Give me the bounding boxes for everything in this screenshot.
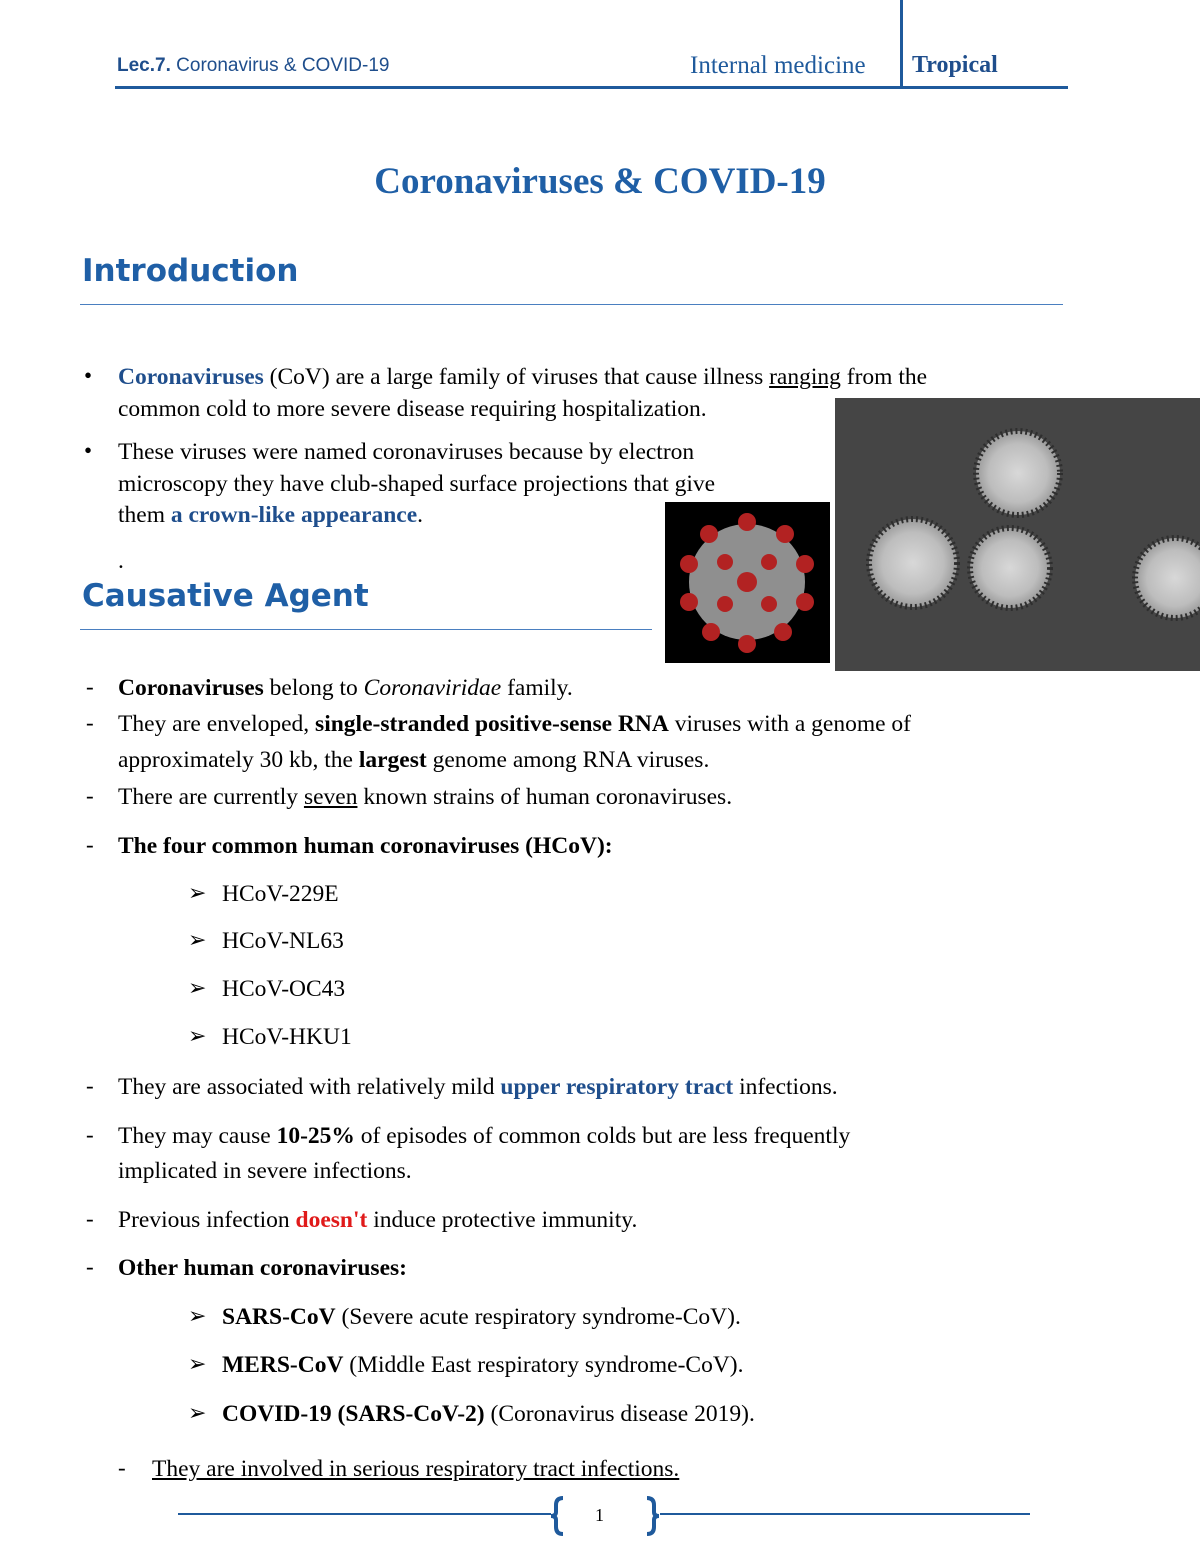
- causative-line-1: Coronaviruses belong to Coronaviridae family.: [118, 675, 573, 701]
- header-section: Tropical: [912, 52, 998, 78]
- bullet: •: [84, 438, 93, 463]
- causative-line-9: They are involved in serious respiratory tract infections.: [152, 1456, 680, 1482]
- dash: -: [86, 783, 94, 808]
- stray-dot: .: [118, 548, 124, 574]
- introduction-rule: [80, 304, 1063, 305]
- page-number: 1: [595, 1505, 604, 1525]
- arrow-bullet-icon: ➢: [188, 1400, 207, 1425]
- dash: -: [86, 1073, 94, 1098]
- footer-rule-right: [660, 1513, 1030, 1515]
- page-title: Coronaviruses & COVID-19: [374, 161, 826, 202]
- dash: -: [86, 674, 94, 699]
- coronavirus-model-image: [665, 502, 830, 663]
- other-cov-item: MERS-CoV (Middle East respiratory syndrome-CoV).: [222, 1352, 744, 1378]
- causative-agent-heading: Causative Agent: [82, 578, 369, 614]
- causative-line-3: There are currently seven known strains of human coronaviruses.: [118, 784, 733, 810]
- intro-bullet-1: Coronaviruses (CoV) are a large family of viruses that cause illness ranging from the: [118, 364, 928, 390]
- causative-line-6: They may cause 10-25% of episodes of common colds but are less frequently: [118, 1123, 851, 1149]
- dash: -: [86, 1122, 94, 1147]
- hcov-item: HCoV-NL63: [222, 928, 344, 954]
- arrow-bullet-icon: ➢: [188, 1023, 207, 1048]
- dash: -: [86, 1254, 94, 1279]
- footer-rule-left: [178, 1513, 551, 1515]
- intro-bullet-2-line2: microscopy they have club-shaped surface projections that give: [118, 471, 716, 497]
- intro-bullet-2-line1: These viruses were named coronaviruses because by electron: [118, 439, 695, 465]
- causative-line-6b: implicated in severe infections.: [118, 1158, 412, 1184]
- introduction-heading: Introduction: [82, 253, 299, 289]
- arrow-bullet-icon: ➢: [188, 975, 207, 1000]
- other-cov-item: COVID-19 (SARS-CoV-2) (Coronavirus disease 2019).: [222, 1401, 755, 1427]
- header-subject: Internal medicine: [690, 52, 866, 79]
- causative-line-5: They are associated with relatively mild upper respiratory tract infections.: [118, 1074, 838, 1100]
- bullet: •: [84, 363, 93, 388]
- electron-micrograph-image: [835, 398, 1200, 671]
- arrow-bullet-icon: ➢: [188, 927, 207, 952]
- causative-line-4: The four common human coronaviruses (HCoV):: [118, 833, 613, 859]
- dash: -: [86, 710, 94, 735]
- causative-line-8: Other human coronaviruses:: [118, 1255, 407, 1281]
- header-vertical-rule: [900, 0, 903, 88]
- intro-bullet-2-line3: them a crown-like appearance.: [118, 502, 424, 528]
- intro-bullet-1-line2: common cold to more severe disease requiring hospitalization.: [118, 396, 707, 422]
- hcov-item: HCoV-229E: [222, 881, 339, 907]
- header-rule: [115, 86, 1068, 89]
- causative-line-2b: approximately 30 kb, the largest genome among RNA viruses.: [118, 747, 710, 773]
- causative-agent-rule: [80, 629, 652, 630]
- dash: -: [86, 832, 94, 857]
- arrow-bullet-icon: ➢: [188, 1351, 207, 1376]
- arrow-bullet-icon: ➢: [188, 880, 207, 905]
- right-brace-icon: [644, 1496, 662, 1536]
- hcov-item: HCoV-OC43: [222, 976, 346, 1002]
- causative-line-7: Previous infection doesn't induce protective immunity.: [118, 1207, 638, 1233]
- other-cov-item: SARS-CoV (Severe acute respiratory syndrome-CoV).: [222, 1304, 741, 1330]
- left-brace-icon: [548, 1496, 566, 1536]
- arrow-bullet-icon: ➢: [188, 1303, 207, 1328]
- dash: -: [118, 1455, 126, 1480]
- header-lecture: Lec.7. Coronavirus & COVID-19: [117, 55, 390, 76]
- causative-line-2: They are enveloped, single-stranded positive-sense RNA viruses with a genome of: [118, 711, 911, 737]
- dash: -: [86, 1206, 94, 1231]
- hcov-item: HCoV-HKU1: [222, 1024, 352, 1050]
